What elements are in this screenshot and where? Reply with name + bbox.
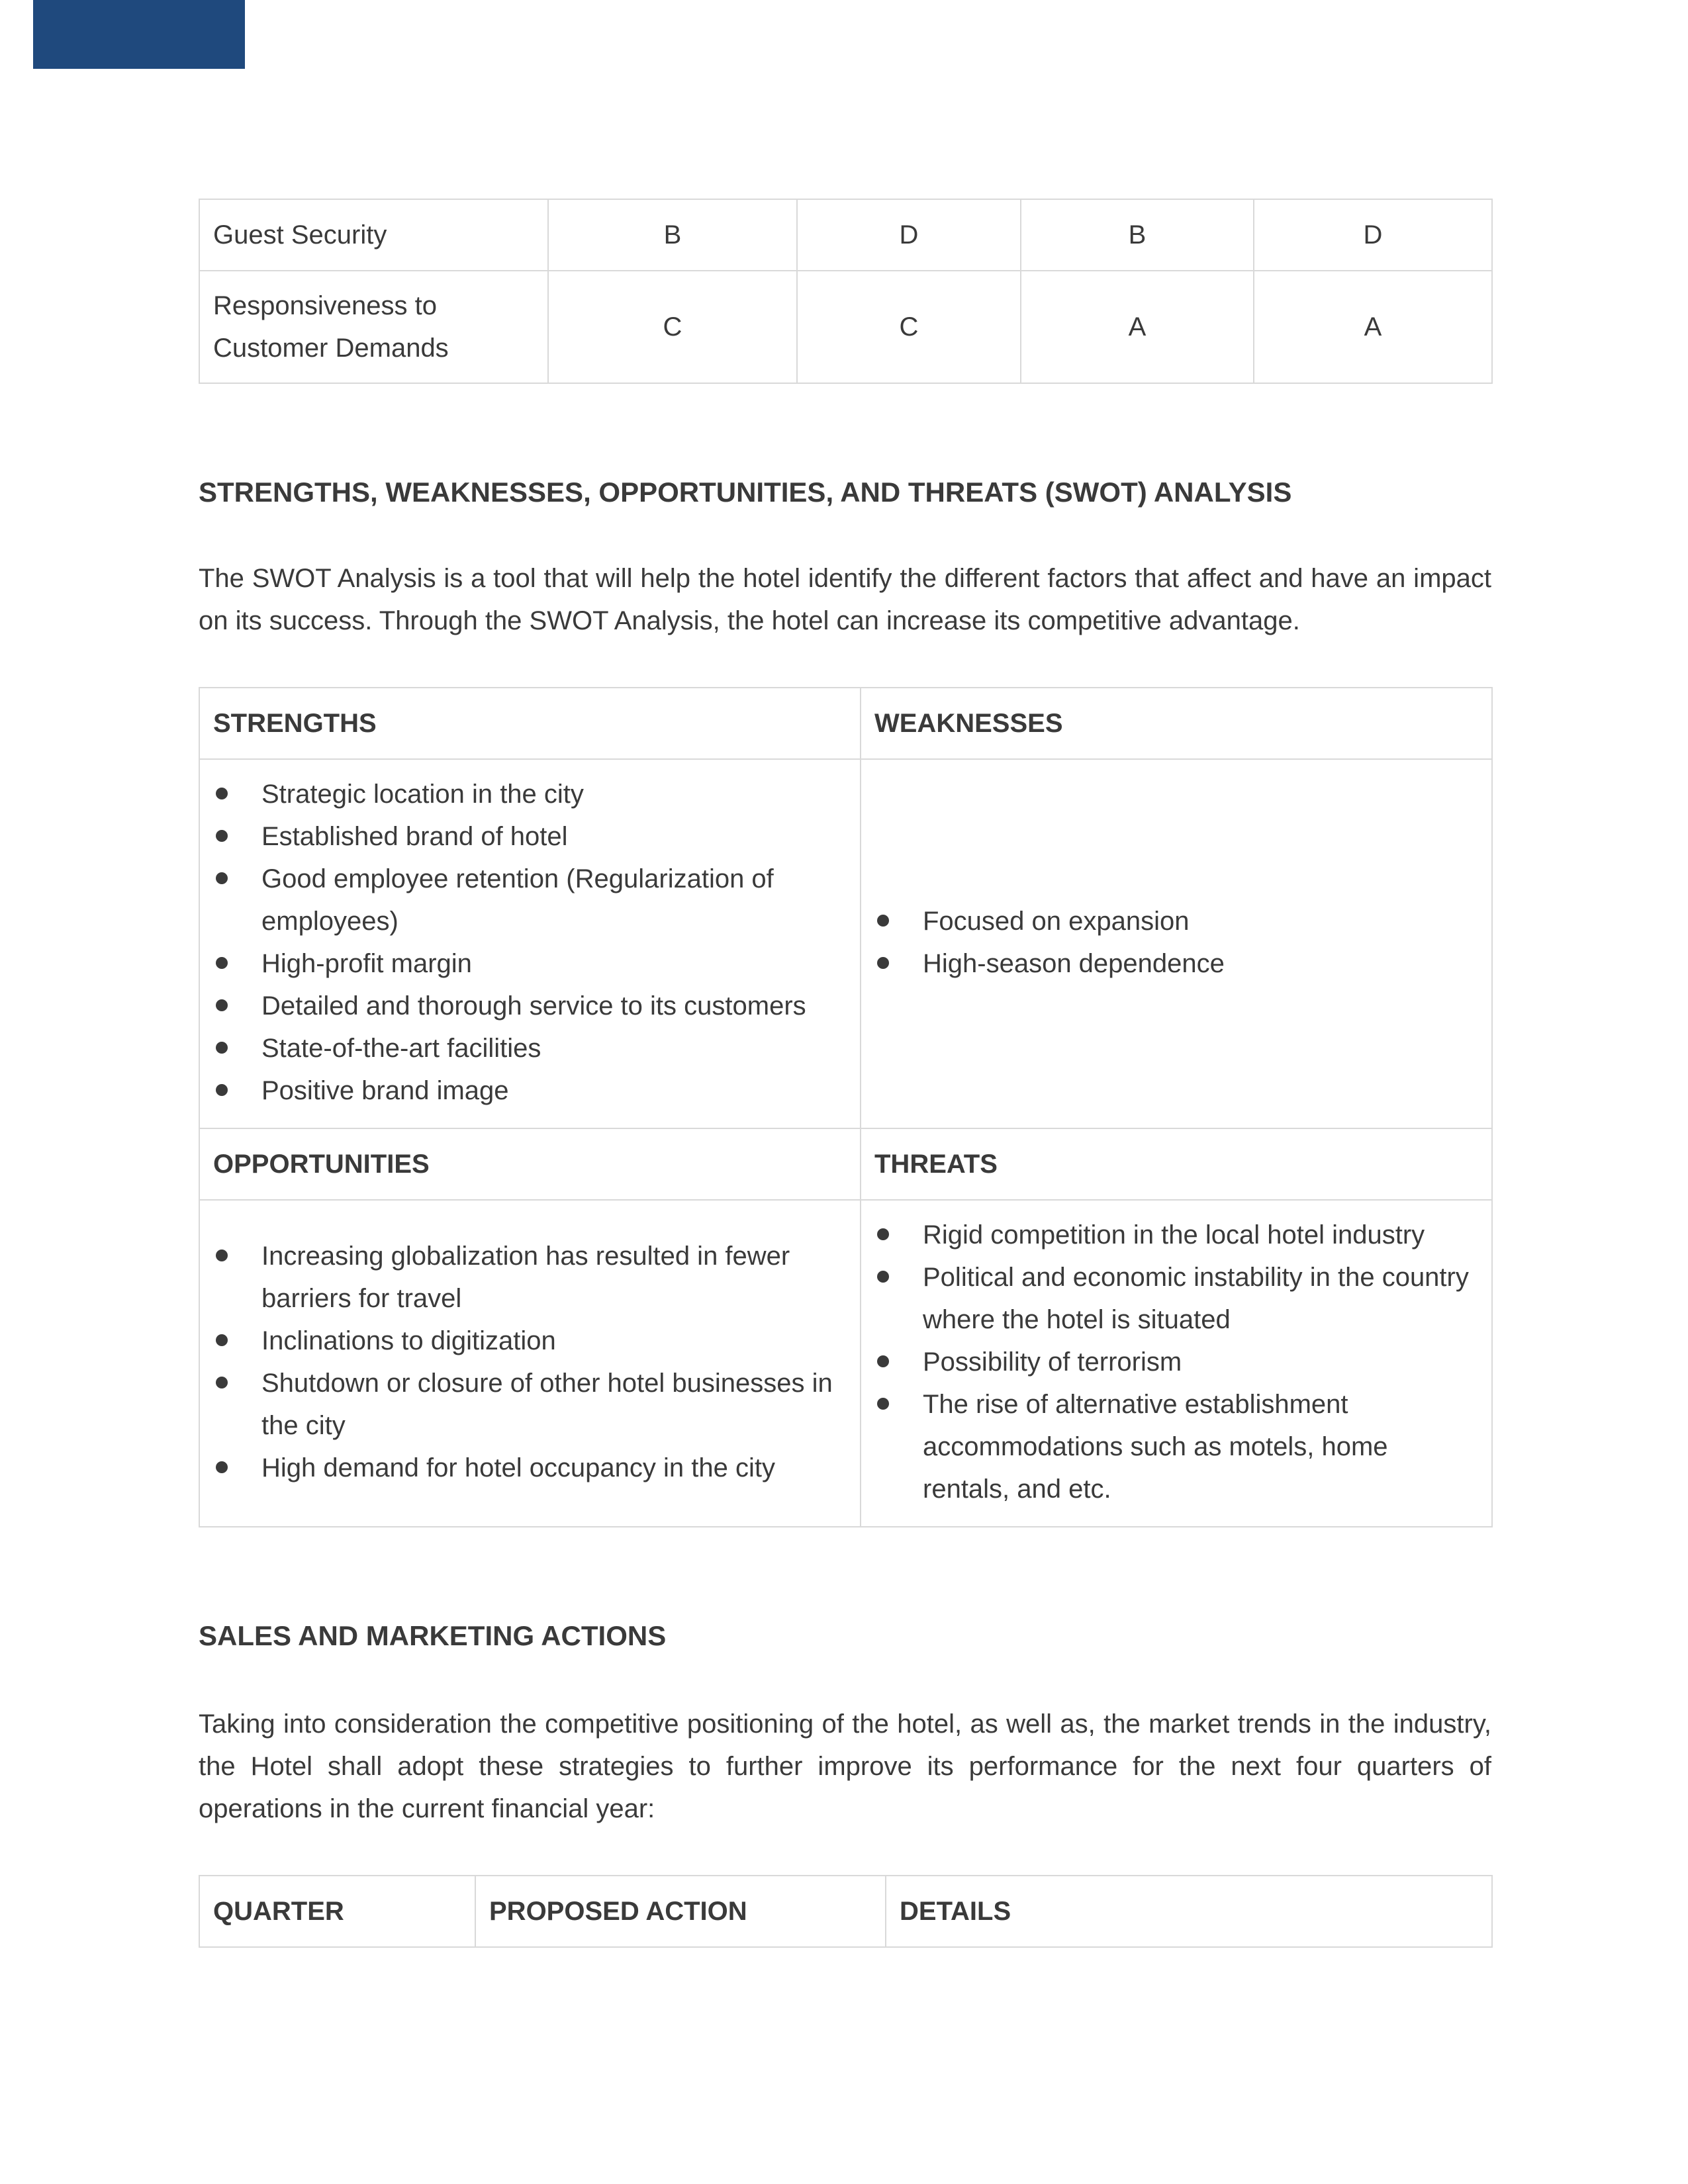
table-row <box>199 688 1492 759</box>
strengths-cell <box>199 759 861 1128</box>
table-row <box>199 759 1492 1128</box>
proposed-action-header: PROPOSED ACTION <box>475 1876 886 1947</box>
list-item: Shutdown or closure of other hotel businesses in the city <box>213 1362 847 1447</box>
header-color-block <box>33 0 245 69</box>
bullet-icon <box>877 1355 889 1367</box>
bullet-icon <box>216 999 228 1011</box>
threats-header: THREATS <box>861 1128 1492 1200</box>
strengths-header: STRENGTHS <box>199 688 861 759</box>
factor-cell: Guest Security <box>199 199 548 271</box>
table-row <box>199 271 1492 383</box>
rating-cell: B <box>1021 199 1254 271</box>
rating-cell: D <box>1254 199 1492 271</box>
weaknesses-cell <box>861 759 1492 1128</box>
table-row <box>199 199 1492 271</box>
swot-intro-paragraph: The SWOT Analysis is a tool that will help the hotel identify the different factors that affect and have an impact on its success. Through the SWOT Analysis, the hotel can increase its competitive advantage. <box>199 564 1491 635</box>
list-item: Positive brand image <box>213 1069 847 1112</box>
quarter-header: QUARTER <box>199 1876 475 1947</box>
bullet-icon <box>216 788 228 799</box>
table-row <box>199 1200 1492 1527</box>
opportunities-list <box>213 1235 847 1489</box>
table-row <box>199 1128 1492 1200</box>
bullet-icon <box>877 1398 889 1410</box>
bullet-icon <box>216 1250 228 1261</box>
rating-cell: A <box>1254 271 1492 383</box>
bullet-icon <box>216 1084 228 1096</box>
sales-intro-paragraph: Taking into consideration the competitive positioning of the hotel, as well as, the market trends in the industry, the Hotel shall adopt these strategies to further improve its performance for the next four quarters of operations in the current financial year: <box>199 1709 1491 1823</box>
list-item: Established brand of hotel <box>213 815 847 858</box>
list-item: Increasing globalization has resulted in fewer barriers for travel <box>213 1235 847 1320</box>
bullet-icon <box>216 1042 228 1054</box>
list-item: Rigid competition in the local hotel industry <box>874 1214 1478 1256</box>
bullet-icon <box>216 872 228 884</box>
list-item: Focused on expansion <box>874 900 1478 942</box>
list-item: Possibility of terrorism <box>874 1341 1478 1383</box>
bullet-icon <box>877 1271 889 1283</box>
list-item: State-of-the-art facilities <box>213 1027 847 1069</box>
rating-cell: A <box>1021 271 1254 383</box>
opportunities-cell <box>199 1200 861 1527</box>
threats-list <box>874 1214 1478 1510</box>
strengths-list <box>213 773 847 1112</box>
swot-heading: STRENGTHS, WEAKNESSES, OPPORTUNITIES, AND THREATS (SWOT) ANALYSIS <box>199 477 1292 508</box>
rating-cell: C <box>797 271 1021 383</box>
list-item: High demand for hotel occupancy in the city <box>213 1447 847 1489</box>
weaknesses-header: WEAKNESSES <box>861 688 1492 759</box>
rating-cell: D <box>797 199 1021 271</box>
rating-cell: B <box>548 199 797 271</box>
table-row <box>199 1876 1492 1947</box>
list-item: High-profit margin <box>213 942 847 985</box>
opportunities-header: OPPORTUNITIES <box>199 1128 861 1200</box>
bullet-icon <box>216 957 228 969</box>
list-item: Inclinations to digitization <box>213 1320 847 1362</box>
weaknesses-list <box>874 900 1478 985</box>
factor-cell: Responsiveness to Customer Demands <box>199 271 548 383</box>
list-item: The rise of alternative establishment accommodations such as motels, home rentals, and etc. <box>874 1383 1478 1510</box>
sales-actions-table <box>199 1875 1493 1948</box>
list-item: Detailed and thorough service to its customers <box>213 985 847 1027</box>
bullet-icon <box>877 915 889 927</box>
rating-cell: C <box>548 271 797 383</box>
bullet-icon <box>216 1334 228 1346</box>
list-item: Good employee retention (Regularization of employees) <box>213 858 847 942</box>
bullet-icon <box>216 830 228 842</box>
sales-marketing-heading: SALES AND MARKETING ACTIONS <box>199 1620 667 1651</box>
bullet-icon <box>216 1461 228 1473</box>
bullet-icon <box>877 1228 889 1240</box>
bullet-icon <box>216 1377 228 1388</box>
threats-cell <box>861 1200 1492 1527</box>
bullet-icon <box>877 957 889 969</box>
list-item: Strategic location in the city <box>213 773 847 815</box>
list-item: Political and economic instability in the country where the hotel is situated <box>874 1256 1478 1341</box>
swot-table <box>199 687 1493 1527</box>
details-header: DETAILS <box>886 1876 1492 1947</box>
list-item: High-season dependence <box>874 942 1478 985</box>
competitor-ratings-table <box>199 199 1493 384</box>
